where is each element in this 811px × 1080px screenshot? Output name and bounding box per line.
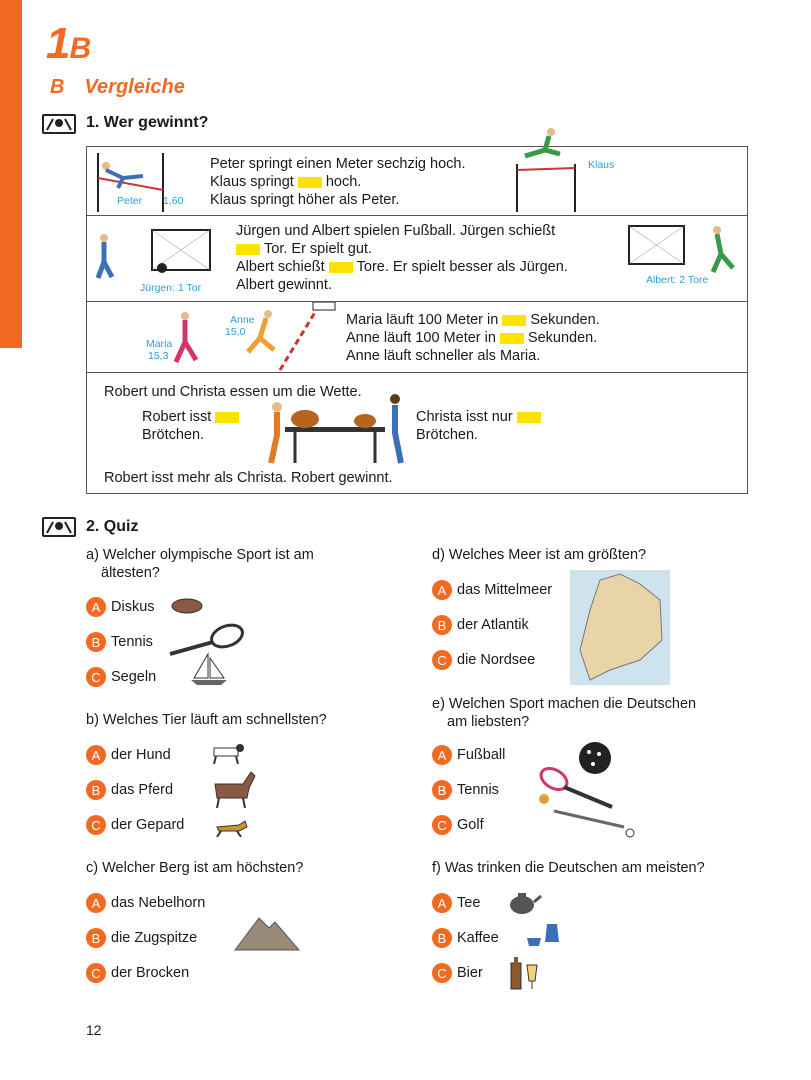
answer-gap[interactable] [517,412,541,423]
exercise-icon [42,517,76,537]
discus-icon [170,596,205,616]
europe-map-icon [570,570,670,685]
running-illustration [170,302,340,372]
row1-line3: Klaus springt höher als Peter. [210,192,400,208]
answer-gap[interactable] [329,262,353,273]
football-illustration-2 [625,220,745,282]
option-c-B[interactable]: B die Zugspitze [86,928,197,948]
tennis-golf-icon [534,765,642,845]
row2-line1: Jürgen und Albert spielen Fußball. Jürgen schießt [236,223,556,239]
question-b: b) Welches Tier läuft am schnellsten? [86,712,327,728]
cheetah-icon [213,817,249,837]
label-maria-time: 15,3 [148,350,169,362]
option-b-A[interactable]: A der Hund [86,745,171,765]
sailboat-icon [188,652,230,686]
row2-line4: Albert gewinnt. [236,277,332,293]
option-d-B[interactable]: B der Atlantik [432,615,529,635]
answer-gap[interactable] [236,244,260,255]
option-f-A[interactable]: A Tee [432,893,480,913]
row-divider [86,215,748,216]
question-c: c) Welcher Berg ist am höchsten? [86,860,304,876]
label-klaus: Klaus [588,159,615,171]
row4-intro: Robert und Christa essen um die Wette. [104,384,362,400]
row3-line2: Anne läuft 100 Meter in Sekunden. [346,330,598,346]
section-title: B Vergleiche [50,76,185,98]
question-e: e) Welchen Sport machen die Deutschen am liebsten? [432,696,697,730]
option-b-B[interactable]: B das Pferd [86,780,173,800]
label-anne: Anne [230,314,255,326]
option-e-C[interactable]: C Golf [432,815,484,835]
row-divider [86,372,748,373]
row3-line1: Maria läuft 100 Meter in Sekunden. [346,312,600,328]
row4-robert-line2: Brötchen. [142,427,205,443]
label-anne-time: 15,0 [225,326,246,338]
teapot-icon [504,890,542,916]
option-c-A[interactable]: A das Nebelhorn [86,893,205,913]
row4-robert-line1: Robert isst [142,408,243,426]
option-b-C[interactable]: C der Gepard [86,815,184,835]
answer-gap[interactable] [298,177,322,188]
option-f-C[interactable]: C Bier [432,963,483,983]
horse-icon [207,768,259,808]
option-a-A[interactable]: A Diskus [86,597,155,617]
answer-gap[interactable] [502,315,526,326]
label-height: 1,60 [163,195,184,207]
orange-margin-strip [0,0,22,348]
mountain-icon [233,912,301,952]
exercise-1-title: 1. Wer gewinnt? [86,114,209,131]
option-e-B[interactable]: B Tennis [432,780,499,800]
row2-line3: Albert schießt Tore. Er spielt besser als Jürgen. [236,259,568,275]
question-d: d) Welches Meer ist am größten? [432,547,647,563]
question-f: f) Was trinken die Deutschen am meisten? [432,860,705,876]
row4-christa-line2: Brötchen. [416,427,479,443]
option-f-B[interactable]: B Kaffee [432,928,499,948]
row1-line2: Klaus springt hoch. [210,174,362,190]
coffee-icon [525,920,561,948]
unit-heading: 1B [46,19,91,68]
row4-outro: Robert isst mehr als Christa. Robert gewinnt. [104,470,393,486]
beer-icon [507,955,543,991]
eating-contest-illustration [255,385,415,467]
answer-gap[interactable] [215,412,239,423]
answer-gap[interactable] [500,333,524,344]
dog-icon [208,742,246,764]
label-albert: Albert: 2 Tore [646,274,709,286]
option-a-B[interactable]: B Tennis [86,632,153,652]
exercise-2-title: 2. Quiz [86,518,139,535]
option-e-A[interactable]: A Fußball [432,745,505,765]
exercise-icon [42,114,76,134]
question-a: a) Welcher olympische Sport ist am ältesten? [86,547,314,581]
option-d-A[interactable]: A das Mittelmeer [432,580,552,600]
label-maria: Maria [146,338,173,350]
option-a-C[interactable]: C Segeln [86,667,156,687]
option-c-C[interactable]: C der Brocken [86,963,189,983]
label-peter: Peter [117,195,143,207]
page-number: 12 [86,1022,102,1038]
row1-line1: Peter springt einen Meter sechzig hoch. [210,156,466,172]
row3-line3: Anne läuft schneller als Maria. [346,348,541,364]
row2-line2: Tor. Er spielt gut. [236,240,372,258]
high-jump-illustration-2 [505,124,585,214]
row4-christa-line1: Christa isst nur [416,408,545,426]
option-d-C[interactable]: C die Nordsee [432,650,535,670]
label-juergen: Jürgen: 1 Tor [140,282,202,294]
